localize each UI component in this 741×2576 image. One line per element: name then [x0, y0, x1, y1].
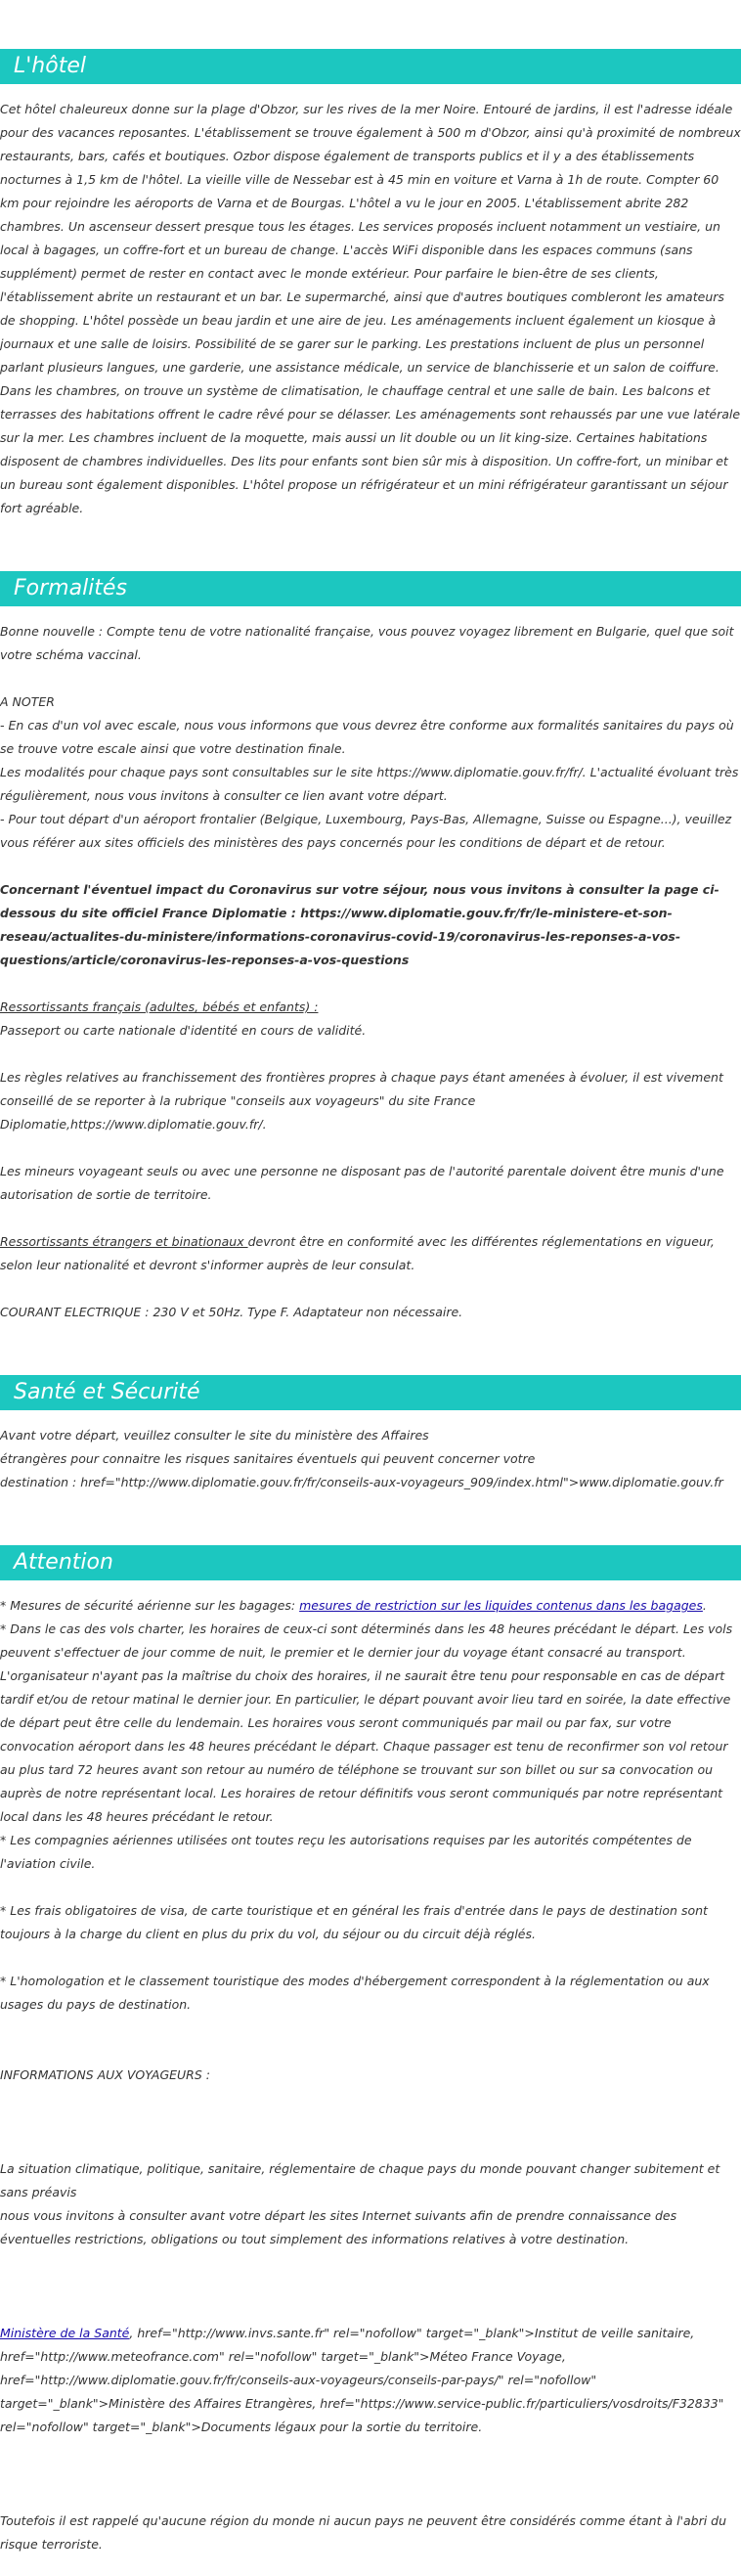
- sante-line-1: Avant votre départ, veuillez consulter le site du ministère des Affaires: [0, 1428, 429, 1443]
- attention-body: [0, 1594, 741, 2556]
- sites-liste-rest: , href="http://www.invs.sante.fr" rel="nofollow" target="_blank">Institut de veille sanitaire, href="http://www.meteofrance.com" rel="nofollow" target="_blank">Méteo France Voyage, href="http://www.diplomatie.gouv.fr/fr/conseils-aux-voyageurs/conseils-par-pays/" rel="nofollow" target="_blank">Ministère des Affaires Etrangères, href="https://www.service-public.fr/particuliers/vosdroits/F32833" rel="nofollow" target="_blank">Documents légaux pour la sortie du territoire.: [0, 2326, 724, 2434]
- section-formalites: [0, 571, 741, 1324]
- etrangers-heading: Ressortissants étrangers et binationaux: [0, 1234, 248, 1249]
- sante-line-2: étrangères pour connaitre les risques sanitaires éventuels qui peuvent concerner votre: [0, 1451, 536, 1466]
- ressortissants-fr-heading: Ressortissants français (adultes, bébés et enfants) :: [0, 999, 319, 1014]
- regles-frontieres: Les règles relatives au franchissement des frontières propres à chaque pays étant amenées à évoluer, il est vivement conseillé de se reporter à la rubrique "conseils aux voyageurs" du site France Diplomatie,https://www.diplomatie.gouv.fr/.: [0, 1070, 723, 1132]
- risque-terroriste: Toutefois il est rappelé qu'aucune région du monde ni aucun pays ne peuvent être considérés comme étant à l'abri du risque terroriste.: [0, 2513, 727, 2552]
- infos-voyageurs-heading: INFORMATIONS AUX VOYAGEURS :: [0, 2067, 210, 2082]
- etrangers-text: devront être en conformité avec les différentes réglementations en vigueur, selon leur nationalité et devront s'informer auprès de leur consulat.: [0, 1234, 715, 1272]
- frais-obligatoires: * Les frais obligatoires de visa, de carte touristique et en général les frais d'entrée dans le pays de destination sont toujours à la charge du client en plus du prix du vol, du séjour ou du circuit déjà réglés.: [0, 1903, 708, 1941]
- hotel-description: Cet hôtel chaleureux donne sur la plage d'Obzor, sur les rives de la mer Noire. Entouré de jardins, il est l'adresse idéale pour des vacances reposantes. L'établissement se trouve également à 500 m d'Obzor, ainsi qu'à proximité de nombreux restaurants, bars, cafés et boutiques. Ozbor dispose également de transports publics et il y a des établissements nocturnes à 1,5 km de l'hôtel. La vieille ville de Nessebar est à 45 min en voiture et Varna à 1h de route. Compter 60 km pour rejoindre les aéroports de Varna et de Bourgas. L'hôtel a vu le jour en 2005. L'établissement abrite 282 chambres. Un ascenseur dessert presque tous les étages. Les services proposés incluent notamment un vestiaire, un local à bagages, un coffre-fort et un bureau de change. L'accès WiFi disponible dans les espaces communs (sans supplément) permet de rester en contact avec le monde extérieur. Pour parfaire le bien-être de ses clients, l'établissement abrite un restaurant et un bar. Le supermarché, ainsi que d'autres boutiques combleront les amateurs de shopping. L'hôtel possède un beau jardin et une aire de jeu. Les aménagements incluent également un kiosque à journaux et une salle de loisirs. Possibilité de se garer sur le parking. Les prestations incluent de plus un personnel parlant plusieurs langues, une garderie, une assistance médicale, un service de blanchisserie et un salon de coiffure. Dans les chambres, on trouve un système de climatisation, le chauffage central et une salle de bain. Les balcons et terrasses des habitations offrent le cadre rêvé pour se délasser. Les aménagements sont rehaussés par une vue latérale sur la mer. Les chambres incluent de la moquette, mais aussi un lit double ou un lit king-size. Certaines habitations disposent de chambres individuelles. Des lits pour enfants sont bien sûr mis à disposition. Un coffre-fort, un minibar et un bureau sont également disponibles. L'hôtel propose un réfrigérateur et un mini réfrigérateur garantissant un séjour fort agréable.: [0, 102, 741, 515]
- mesures-suffix: .: [702, 1598, 707, 1613]
- note-escale: - En cas d'un vol avec escale, nous vous informons que vous devrez être conforme aux formalités sanitaires du pays où se trouve votre escale ainsi que votre destination finale.: [0, 718, 734, 756]
- covid-notice: Concernant l'éventuel impact du Coronavirus sur votre séjour, nous vous invitons à consulter la page ci-dessous du site officiel France Diplomatie : https://www.diplomatie.gouv.fr/fr/le-ministere-et-son-reseau/actualites-du-ministere/informations-coronavirus-covid-19/coronavirus-les-reponses-a-vos-questions/article/coronavirus-les-reponses-a-vos-questions: [0, 882, 719, 967]
- formalites-intro: Bonne nouvelle : Compte tenu de votre nationalité française, vous pouvez voyagez librement en Bulgarie, quel que soit votre schéma vaccinal.: [0, 624, 734, 662]
- courant-electrique: COURANT ELECTRIQUE : 230 V et 50Hz. Type F. Adaptateur non nécessaire.: [0, 1305, 463, 1319]
- section-hotel: [0, 49, 741, 520]
- section-sante: [0, 1375, 741, 1494]
- formalites-body: [0, 620, 741, 1324]
- situation-line-1: La situation climatique, politique, sanitaire, réglementaire de chaque pays du monde pouvant changer subitement et sans préavis: [0, 2161, 720, 2199]
- liquides-restriction-link[interactable]: mesures de restriction sur les liquides contenus dans les bagages: [299, 1598, 703, 1613]
- section-attention: [0, 1545, 741, 2556]
- sante-body: [0, 1424, 741, 1494]
- sites-liste: [0, 2322, 741, 2439]
- mesures-prefix: * Mesures de sécurité aérienne sur les bagages:: [0, 1598, 300, 1613]
- ressortissants-fr-text: Passeport ou carte nationale d'identité en cours de validité.: [0, 1023, 367, 1038]
- sante-line-3: destination : href="http://www.diplomatie.gouv.fr/fr/conseils-aux-voyageurs_909/index.html">www.diplomatie.gouv.fr: [0, 1475, 723, 1489]
- etrangers-paragraph: [0, 1230, 741, 1277]
- note-modalites: Les modalités pour chaque pays sont consultables sur le site https://www.diplomatie.gouv.fr/fr/. L'actualité évoluant très régulièrement, nous vous invitons à consulter ce lien avant votre départ.: [0, 765, 739, 803]
- a-noter-heading: A NOTER: [0, 694, 55, 709]
- section-title-formalites: Formalités: [0, 571, 741, 606]
- vols-charter: * Dans le cas des vols charter, les horaires de ceux-ci sont déterminés dans les 48 heures précédant le départ. Les vols peuvent s'effectuer de jour comme de nuit, le premier et le dernier jour du voyage étant consacré au transport. L'organisateur n'ayant pas la maîtrise du choix des horaires, il ne saurait être tenu pour responsable en cas de départ tardif et/ou de retour matinal le dernier jour. En particulier, le départ pouvant avoir lieu tard en soirée, la date effective de départ peut être celle du lendemain. Les horaires vous seront communiqués par mail ou par fax, sur votre convocation aéroport dans les 48 heures précédant le départ. Chaque passager est tenu de reconfirmer son vol retour au plus tard 72 heures avant son retour au numéro de téléphone se trouvant sur son billet ou sur sa convocation ou auprès de notre représentant local. Les horaires de retour définitifs vous seront communiqués par notre représentant local dans les 48 heures précédant le retour.: [0, 1621, 733, 1824]
- mineurs-notice: Les mineurs voyageant seuls ou avec une personne ne disposant pas de l'autorité parentale doivent être munis d'une autorisation de sortie de territoire.: [0, 1164, 724, 1202]
- section-title-attention: Attention: [0, 1545, 741, 1580]
- situation-line-2: nous vous invitons à consulter avant votre départ les sites Internet suivants afin de prendre connaissance des éventuelles restrictions, obligations ou tout simplement des informations relatives à votre destination.: [0, 2208, 677, 2246]
- mesures-securite: [0, 1594, 741, 1618]
- section-title-hotel: L'hôtel: [0, 49, 741, 84]
- homologation: * L'homologation et le classement touristique des modes d'hébergement correspondent à la réglementation ou aux usages du pays de destination.: [0, 1974, 710, 2012]
- ministere-sante-link[interactable]: Ministère de la Santé: [0, 2326, 130, 2340]
- section-title-sante: Santé et Sécurité: [0, 1375, 741, 1410]
- note-aeroport-frontalier: - Pour tout départ d'un aéroport frontalier (Belgique, Luxembourg, Pays-Bas, Allemagne, Suisse ou Espagne...), veuillez vous référer aux sites officiels des ministères des pays concernés pour les conditions de départ et de retour.: [0, 812, 732, 850]
- compagnies-aeriennes: * Les compagnies aériennes utilisées ont toutes reçu les autorisations requises par les autorités compétentes de l'aviation civile.: [0, 1833, 692, 1871]
